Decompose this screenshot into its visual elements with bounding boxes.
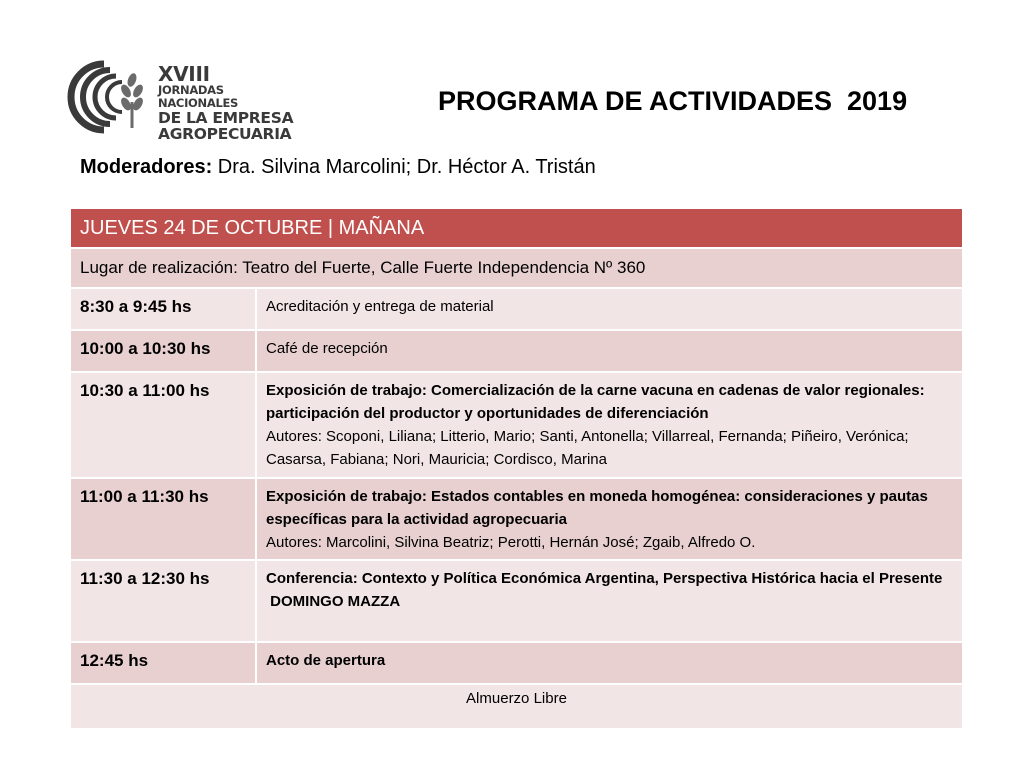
lunch-row	[70, 684, 963, 729]
row-description	[256, 372, 963, 478]
row-text: Acreditación y entrega de material	[266, 298, 494, 315]
logo-line-jornadas: JORNADAS NACIONALES	[158, 83, 239, 110]
page-title: PROGRAMA DE ACTIVIDADES 2019	[438, 86, 908, 116]
logo-line-agropecuaria: AGROPECUARIA	[158, 125, 292, 143]
table-row	[70, 642, 963, 684]
logo-text	[158, 64, 296, 142]
row-description	[256, 642, 963, 684]
row-title: Exposición de trabajo: Comercialización de la carne vacuna en cadenas de valor regionales: participación del productor y oportunidades de diferenciación	[266, 382, 925, 422]
row-description	[256, 330, 963, 372]
schedule-header: JUEVES 24 DE OCTUBRE | MAÑANA	[70, 208, 963, 248]
venue-text: Lugar de realización: Teatro del Fuerte, Calle Fuerte Independencia Nº 360	[70, 248, 963, 288]
row-time: 8:30 a 9:45 hs	[70, 288, 256, 330]
row-time: 12:45 hs	[70, 642, 256, 684]
row-title: Conferencia: Contexto y Política Económica Argentina, Perspectiva Histórica hacia el Presente	[266, 570, 943, 587]
logo-edition: XVIII	[158, 62, 210, 86]
row-title: Acto de apertura	[266, 652, 386, 669]
table-row	[70, 478, 963, 560]
table-row	[70, 560, 963, 642]
row-description	[256, 478, 963, 560]
row-title: Exposición de trabajo: Estados contables en moneda homogénea: consideraciones y pautas específicas para la actividad agropecuaria	[266, 488, 928, 528]
row-time: 11:00 a 11:30 hs	[70, 478, 256, 560]
table-row	[70, 288, 963, 330]
moderators-line	[80, 156, 596, 179]
moderators-names: Dra. Silvina Marcolini; Dr. Héctor A. Tristán	[212, 156, 596, 178]
logo-emblem-icon	[66, 58, 156, 136]
row-speaker: DOMINGO MAZZA	[266, 593, 401, 610]
row-time: 10:00 a 10:30 hs	[70, 330, 256, 372]
venue-row	[70, 248, 963, 288]
row-authors: Autores: Scoponi, Liliana; Litterio, Mario; Santi, Antonella; Villarreal, Fernanda; Piñeiro, Verónica; Casarsa, Fabiana; Nori, Mauricia; Cordisco, Marina	[266, 428, 909, 468]
schedule-table	[69, 207, 964, 730]
event-logo	[66, 58, 296, 143]
table-row	[70, 372, 963, 478]
row-time: 10:30 a 11:00 hs	[70, 372, 256, 478]
row-description	[256, 560, 963, 642]
moderators-label: Moderadores:	[80, 156, 213, 178]
row-time: 11:30 a 12:30 hs	[70, 560, 256, 642]
table-row	[70, 330, 963, 372]
row-authors: Autores: Marcolini, Silvina Beatriz; Perotti, Hernán José; Zgaib, Alfredo O.	[266, 534, 756, 551]
logo-line-empresa: DE LA EMPRESA	[158, 109, 294, 127]
lunch-text: Almuerzo Libre	[70, 684, 963, 729]
schedule-header-row	[70, 208, 963, 248]
row-description	[256, 288, 963, 330]
row-text: Café de recepción	[266, 340, 388, 357]
